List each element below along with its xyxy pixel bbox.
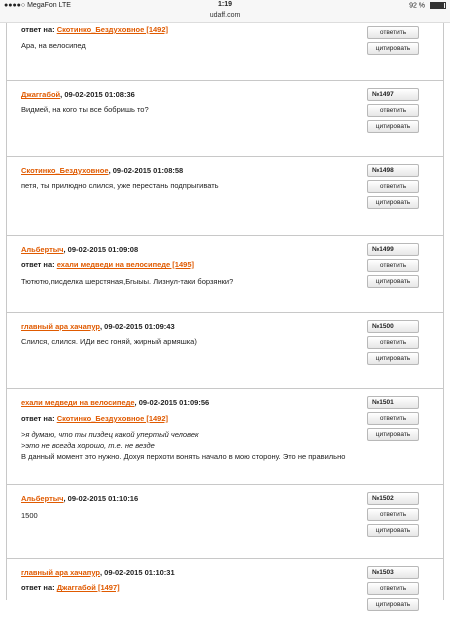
comment-date: , 09-02-2015 01:09:56 <box>134 398 210 407</box>
status-bar <box>0 0 450 12</box>
comment-number-button[interactable]: №1500 <box>367 320 419 333</box>
battery-info <box>409 2 446 9</box>
comment-date: , 09-02-2015 01:09:08 <box>63 245 139 254</box>
reply-target-link[interactable]: Скотинко_Бездуховное [1492] <box>56 25 169 34</box>
quote-button[interactable]: цитировать <box>367 428 419 441</box>
reply-to-line <box>21 25 168 34</box>
signal-dots-icon: ●●●●○ <box>4 2 26 9</box>
comment-item <box>7 485 443 559</box>
comment-number-button[interactable]: №1497 <box>367 88 419 101</box>
quote-button[interactable]: цитировать <box>367 120 419 133</box>
quote-button[interactable]: цитировать <box>367 196 419 209</box>
carrier-name: MegaFon <box>27 2 57 9</box>
comment-date: , 09-02-2015 01:09:43 <box>99 322 175 331</box>
reply-target-link[interactable]: ехали медведи на велосипеде [1495] <box>56 260 194 269</box>
comment-header <box>21 245 138 254</box>
comment-text: Тютютю,писделка шерстяная,Бгыыы. Лизнул-таки борзянки? <box>21 277 234 286</box>
comment-date: , 09-02-2015 01:08:58 <box>108 166 184 175</box>
author-link[interactable]: ехали медведи на велосипеде <box>21 398 135 407</box>
comment-text: Ара, на велосипед <box>21 41 86 50</box>
network-type: LTE <box>58 2 71 9</box>
quote-button[interactable]: цитировать <box>367 352 419 365</box>
reply-button[interactable]: ответить <box>367 508 419 521</box>
reply-prefix: ответ на: <box>21 260 55 269</box>
quote-button[interactable]: цитировать <box>367 524 419 537</box>
quoted-line: >это не всегда хорошо, т.е. не везде <box>21 441 155 450</box>
author-link[interactable]: Альбертыч <box>21 245 64 254</box>
battery-percent: 92 % <box>409 2 426 10</box>
author-link[interactable]: главный ара хачапур <box>21 322 100 331</box>
reply-button[interactable]: ответить <box>367 582 419 595</box>
comment-text: петя, ты прилюдно слился, уже перестань подпрыгивать <box>21 181 219 190</box>
quote-button[interactable]: цитировать <box>367 275 419 288</box>
comment-header <box>21 166 183 175</box>
author-link[interactable]: Альбертыч <box>21 494 64 503</box>
comment-item <box>7 236 443 313</box>
reply-button[interactable]: ответить <box>367 180 419 193</box>
comment-header <box>21 398 209 407</box>
reply-prefix: ответ на: <box>21 583 55 592</box>
comment-header <box>21 568 175 577</box>
comment-header <box>21 322 175 331</box>
quoted-line: >я думаю, что ты пиздец какой упертый человек <box>21 430 199 439</box>
reply-button[interactable]: ответить <box>367 412 419 425</box>
reply-target-link[interactable]: Джаггабой [1497] <box>56 583 120 592</box>
author-link[interactable]: Скотинко_Бездуховное <box>21 166 109 175</box>
comments-page <box>6 23 444 608</box>
battery-icon <box>430 2 446 9</box>
comment-body <box>21 429 363 462</box>
quote-button[interactable]: цитировать <box>367 598 419 611</box>
author-link[interactable]: Джаггабой <box>21 90 61 99</box>
comment-number-button[interactable]: №1498 <box>367 164 419 177</box>
comment-item <box>7 23 443 81</box>
comment-item <box>7 389 443 485</box>
reply-prefix: ответ на: <box>21 25 55 34</box>
reply-prefix: ответ на: <box>21 414 55 423</box>
reply-button[interactable]: ответить <box>367 104 419 117</box>
reply-button[interactable]: ответить <box>367 336 419 349</box>
comment-text: Слился, слился. ИДи вес гоняй, жирный армяшка) <box>21 337 197 346</box>
reply-button[interactable]: ответить <box>367 259 419 272</box>
comment-item <box>7 313 443 389</box>
comment-item <box>7 559 443 619</box>
comment-item <box>7 157 443 236</box>
comment-number-button[interactable]: №1502 <box>367 492 419 505</box>
address-bar[interactable]: udaff.com <box>0 12 450 23</box>
comment-date: , 09-02-2015 01:10:31 <box>99 568 175 577</box>
author-link[interactable]: главный ара хачапур <box>21 568 100 577</box>
comment-header <box>21 90 135 99</box>
reply-to-line <box>21 414 168 423</box>
comment-text: Видмей, на кого ты все бобришь то? <box>21 105 149 114</box>
comment-date: , 09-02-2015 01:10:16 <box>63 494 139 503</box>
comment-item <box>7 81 443 157</box>
quote-button[interactable]: цитировать <box>367 42 419 55</box>
comment-text: 1500 <box>21 511 38 520</box>
comment-number-button[interactable]: №1501 <box>367 396 419 409</box>
comment-header <box>21 494 138 503</box>
comment-text: В данный момент это нужно. Дохуя перхоти вонять начало в мою сторону. Это не правильно <box>21 452 346 461</box>
comment-date: , 09-02-2015 01:08:36 <box>60 90 135 99</box>
clock: 1:19 <box>217 1 232 8</box>
reply-to-line <box>21 583 120 592</box>
comment-number-button[interactable]: №1503 <box>367 566 419 579</box>
reply-button[interactable]: ответить <box>367 26 419 39</box>
reply-to-line <box>21 260 194 269</box>
comment-number-button[interactable]: №1499 <box>367 243 419 256</box>
reply-target-link[interactable]: Скотинко_Бездуховное [1492] <box>56 414 169 423</box>
